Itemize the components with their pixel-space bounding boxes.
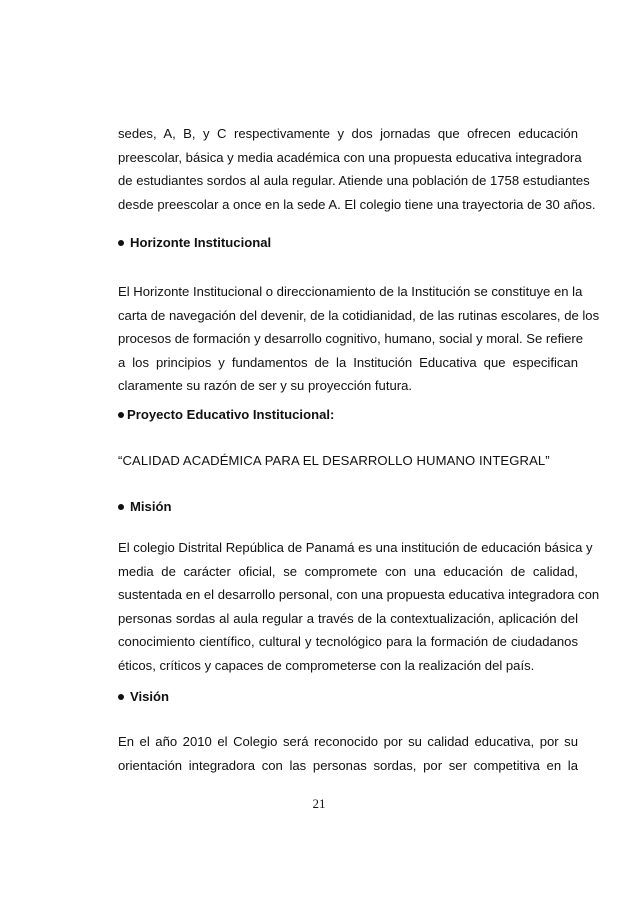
- heading-mision: [118, 498, 171, 516]
- institutional-motto: “CALIDAD ACADÉMICA PARA EL DESARROLLO HUMANO INTEGRAL”: [118, 453, 550, 468]
- text-line: carta de navegación del devenir, de la cotidianidad, de las rutinas escolares, de los: [118, 307, 600, 323]
- bullet-icon: [118, 240, 124, 246]
- text-line: sedes, A, B, y C respectivamente y dos jornadas que ofrecen educación: [118, 126, 578, 141]
- text-line: éticos, críticos y capaces de comprometerse con la realización del país.: [118, 657, 535, 673]
- heading-vision-text: Visión: [130, 689, 170, 704]
- bullet-icon: [118, 412, 124, 418]
- heading-horizonte-text: Horizonte Institucional: [130, 235, 272, 250]
- text-line: de estudiantes sordos al aula regular. Atiende una población de 1758 estudiantes: [118, 173, 590, 189]
- heading-proyecto: [118, 406, 334, 424]
- horizonte-paragraph: [118, 280, 600, 398]
- text-line: desde preescolar a once en la sede A. El colegio tiene una trayectoria de 30 años.: [118, 196, 596, 212]
- text-line: El Horizonte Institucional o direccionamiento de la Institución se constituye en la: [118, 284, 583, 299]
- heading-vision: [118, 688, 169, 706]
- text-line: media de carácter oficial, se compromete con una educación de calidad,: [118, 563, 578, 579]
- text-line: claramente su razón de ser y su proyección futura.: [118, 378, 413, 394]
- text-line: En el año 2010 el Colegio será reconocido por su calidad educativa, por su: [118, 734, 578, 749]
- heading-proyecto-text: Proyecto Educativo Institucional:: [127, 407, 335, 422]
- text-line: a los principios y fundamentos de la Institución Educativa que especifican: [118, 354, 578, 370]
- vision-paragraph: [118, 730, 578, 777]
- text-line: personas sordas al aula regular a través de la contextualización, aplicación del: [118, 610, 578, 626]
- mision-paragraph: [118, 536, 600, 678]
- text-line: orientación integradora con las personas sordas, por ser competitiva en la: [118, 757, 578, 773]
- intro-paragraph: [118, 122, 596, 216]
- text-line: procesos de formación y desarrollo cognitivo, humano, social y moral. Se refiere: [118, 331, 584, 347]
- heading-horizonte: [118, 234, 271, 252]
- bullet-icon: [118, 504, 124, 510]
- text-line: El colegio Distrital República de Panamá es una institución de educación básica y: [118, 540, 593, 555]
- text-line: preescolar, básica y media académica con una propuesta educativa integradora: [118, 149, 582, 165]
- page-number: 21: [312, 796, 326, 811]
- bullet-icon: [118, 694, 124, 700]
- heading-mision-text: Misión: [130, 499, 172, 514]
- text-line: conocimiento científico, cultural y tecnológico para la formación de ciudadanos: [118, 634, 578, 650]
- text-line: sustentada en el desarrollo personal, con una propuesta educativa integradora con: [118, 587, 600, 603]
